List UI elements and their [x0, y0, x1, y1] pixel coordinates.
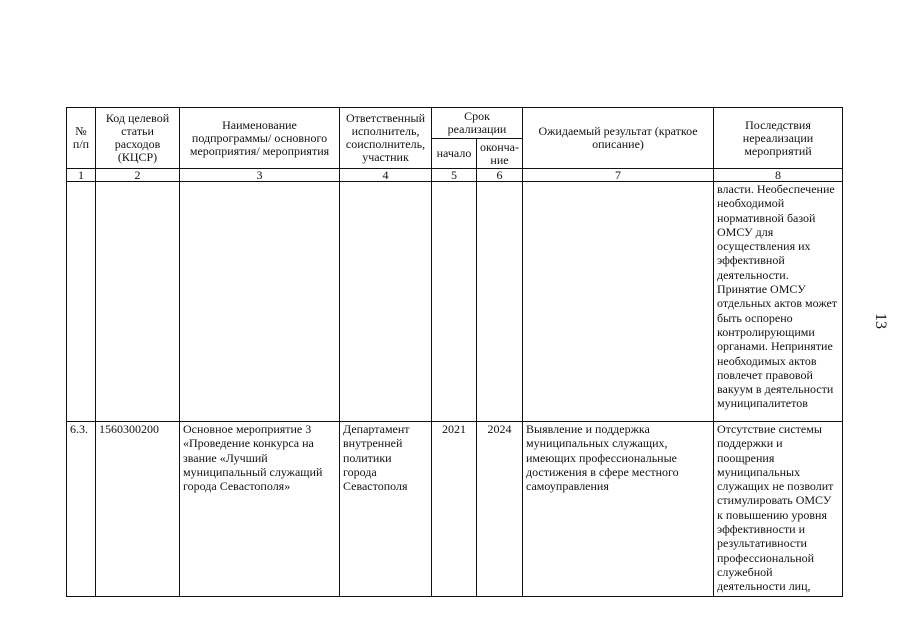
- column-number: 7: [523, 169, 714, 182]
- header-start: начало: [432, 139, 477, 169]
- header-executor: Ответственный исполнитель, соисполнитель, участник: [340, 108, 432, 169]
- header-result: Ожидаемый результат (краткое описание): [523, 108, 714, 169]
- column-number: 4: [340, 169, 432, 182]
- header-code: Код целевой статьи расходов (КЦСР): [96, 108, 180, 169]
- row-start: [432, 182, 477, 422]
- column-numbers-row: [67, 169, 843, 182]
- row-name: [180, 182, 340, 422]
- row-executor: [340, 182, 432, 422]
- column-number: 1: [67, 169, 96, 182]
- row-name: Основное мероприятие 3 «Проведение конкурса на звание «Лучший муниципальный служащий города Севастополя»: [180, 422, 340, 597]
- header-row-1: [67, 108, 843, 139]
- measures-table: [66, 107, 843, 597]
- row-consequences: власти. Необеспечение необходимой нормативной базой ОМСУ для осуществления их эффективной деятельности. Принятие ОМСУ отдельных актов может быть оспорено контролирующими органами. Непринятие необходимых актов повлечет правовой вакуум в деятельности муниципалитетов: [714, 182, 843, 422]
- row-result: Выявление и поддержка муниципальных служащих, имеющих профессиональные достижения в сфере местного самоуправления: [523, 422, 714, 597]
- row-code: 1560300200: [96, 422, 180, 597]
- page-number: 13: [872, 313, 889, 329]
- column-number: 3: [180, 169, 340, 182]
- header-consequences: Последствия нереализации мероприятий: [714, 108, 843, 169]
- row-start: 2021: [432, 422, 477, 597]
- row-end: [477, 182, 523, 422]
- header-num: № п/п: [67, 108, 96, 169]
- row-num: [67, 182, 96, 422]
- table-row: [67, 182, 843, 422]
- table-row: [67, 422, 843, 597]
- row-result: [523, 182, 714, 422]
- row-end: 2024: [477, 422, 523, 597]
- row-num: 6.3.: [67, 422, 96, 597]
- row-consequences: Отсутствие системы поддержки и поощрения муниципальных служащих не позволит стимулировать ОМСУ к повышению уровня эффективности и результативности профессиональной служебной деятельности лиц,: [714, 422, 843, 597]
- row-code: [96, 182, 180, 422]
- header-term: Срок реализации: [432, 108, 523, 139]
- column-number: 6: [477, 169, 523, 182]
- column-number: 2: [96, 169, 180, 182]
- header-end: оконча-ние: [477, 139, 523, 169]
- column-number: 5: [432, 169, 477, 182]
- column-number: 8: [714, 169, 843, 182]
- row-executor: Департамент внутренней политики города Севастополя: [340, 422, 432, 597]
- header-name: Наименование подпрограммы/ основного мероприятия/ мероприятия: [180, 108, 340, 169]
